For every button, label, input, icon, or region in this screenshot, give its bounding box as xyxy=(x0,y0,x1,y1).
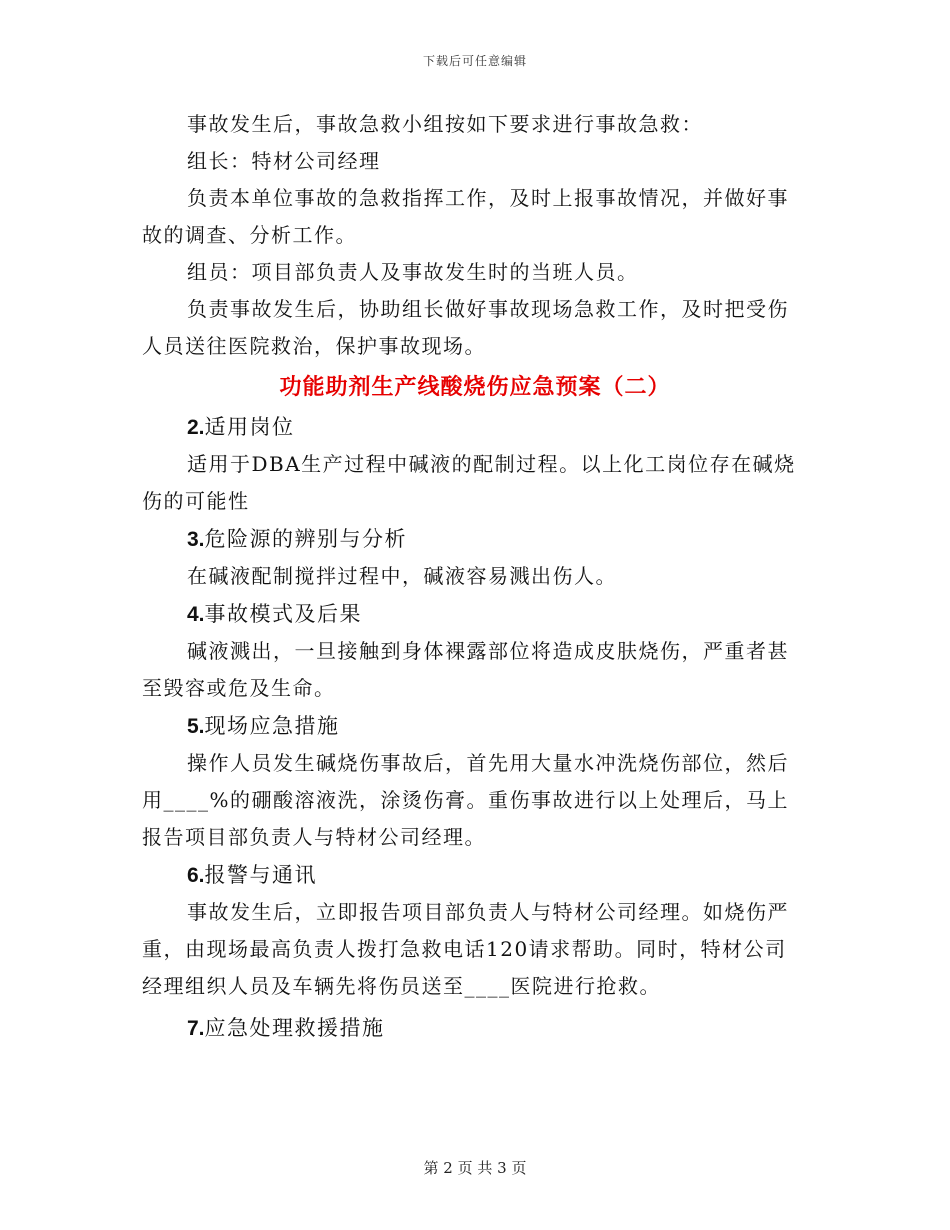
item-title: 现场应急措施 xyxy=(204,714,340,738)
intro-paragraph: 组长：特材公司经理 xyxy=(187,149,381,173)
item-number: 5. xyxy=(187,715,205,738)
section-item-7 xyxy=(142,1010,808,1047)
intro-paragraph: 负责本单位事故的急救指挥工作，及时上报事故情况，并做好事故的调查、分析工作。 xyxy=(142,186,789,247)
item-number: 7. xyxy=(187,1017,205,1040)
section-item-5 xyxy=(142,708,808,856)
item-title: 报警与通讯 xyxy=(204,863,318,887)
item-title: 危险源的辨别与分析 xyxy=(204,527,408,551)
item-title: 适用岗位 xyxy=(204,415,295,439)
page-header: 下载后可任意编辑 xyxy=(422,54,527,68)
item-body: 碱液溅出，一旦接触到身体裸露部位将造成皮肤烧伤，严重者甚至毁容或危及生命。 xyxy=(142,639,789,700)
item-heading xyxy=(142,1010,808,1047)
section-title: 功能助剂生产线酸烧伤应急预案（二） xyxy=(279,374,671,400)
item-title: 事故模式及后果 xyxy=(204,602,363,626)
page-footer: 第 2 页 共 3 页 xyxy=(423,1159,527,1177)
item-number: 4. xyxy=(187,603,205,626)
item-heading xyxy=(142,409,808,446)
document-body xyxy=(142,106,808,1047)
intro-paragraph: 事故发生后，事故急救小组按如下要求进行事故急救： xyxy=(187,112,703,136)
item-number: 2. xyxy=(187,416,205,439)
intro-paragraph: 负责事故发生后，协助组长做好事故现场急救工作，及时把受伤人员送往医院救治，保护事故现场。 xyxy=(142,297,789,358)
item-heading xyxy=(142,521,808,558)
item-heading xyxy=(142,596,808,633)
section-item-4 xyxy=(142,596,808,707)
item-number: 6. xyxy=(187,864,205,887)
section-item-3 xyxy=(142,521,808,595)
item-body: 适用于DBA生产过程中碱液的配制过程。以上化工岗位存在碱烧伤的可能性 xyxy=(142,452,796,513)
section-item-6 xyxy=(142,857,808,1005)
item-number: 3. xyxy=(187,528,205,551)
item-body: 操作人员发生碱烧伤事故后，首先用大量水冲洗烧伤部位，然后用____%的硼酸溶液洗，涂烫伤膏。重伤事故进行以上处理后，马上报告项目部负责人与特材公司经理。 xyxy=(142,751,790,849)
item-body: 在碱液配制搅拌过程中，碱液容易溅出伤人。 xyxy=(187,564,617,588)
item-heading xyxy=(142,857,808,894)
intro-paragraph: 组员：项目部负责人及事故发生时的当班人员。 xyxy=(187,260,639,284)
item-heading xyxy=(142,708,808,745)
item-title: 应急处理救援措施 xyxy=(204,1016,385,1040)
section-item-2 xyxy=(142,409,808,520)
item-body: 事故发生后，立即报告项目部负责人与特材公司经理。如烧伤严重，由现场最高负责人拨打急救电话120请求帮助。同时，特材公司经理组织人员及车辆先将伤员送至____医院进行抢救。 xyxy=(142,900,789,998)
